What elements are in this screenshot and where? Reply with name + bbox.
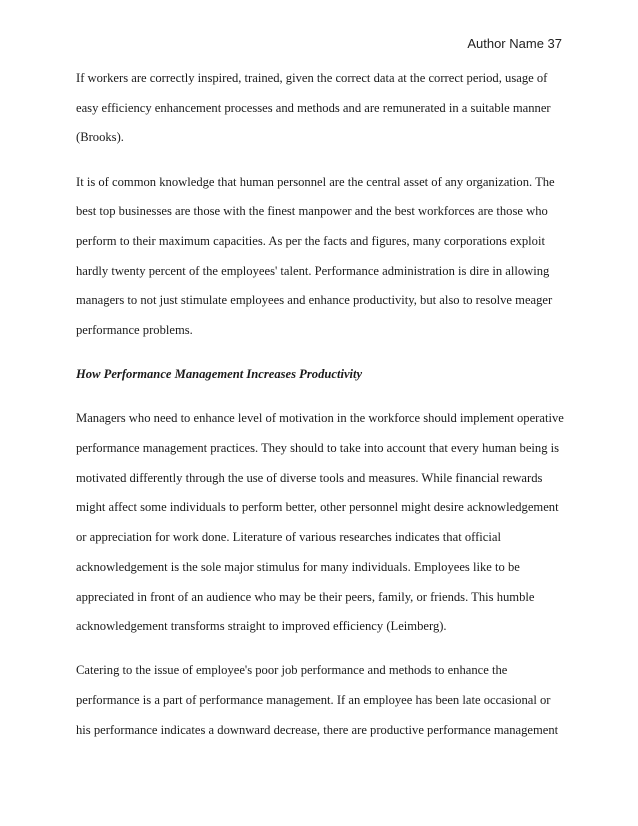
text-line: hardly twenty percent of the employees' talent. Performance administration is dire in allowing — [76, 263, 550, 278]
text-line: acknowledgement transforms straight to improved efficiency (Leimberg). — [76, 619, 447, 634]
text-line: easy efficiency enhancement processes and methods and are remunerated in a suitable manner — [76, 100, 551, 115]
text-line: performance is a part of performance management. If an employee has been late occasional or — [76, 693, 551, 708]
text-line: acknowledgement is the sole major stimulus for many individuals. Employees like to be — [76, 559, 520, 574]
running-head: Author Name 37 — [467, 36, 562, 51]
text-line: motivated differently through the use of diverse tools and measures. While financial rewards — [76, 470, 543, 485]
text-line: It is of common knowledge that human personnel are the central asset of any organization. The — [76, 174, 555, 189]
document-body — [76, 64, 566, 745]
section-heading: How Performance Management Increases Productivity — [76, 367, 363, 382]
text-line: performance management practices. They should to take into account that every human being is — [76, 441, 560, 456]
text-line: perform to their maximum capacities. As per the facts and figures, many corporations exploit — [76, 233, 545, 248]
text-line: his performance indicates a downward decrease, there are productive performance management — [76, 722, 559, 737]
text-line: Catering to the issue of employee's poor job performance and methods to enhance the — [76, 663, 508, 678]
paragraph — [76, 64, 566, 153]
paragraph — [76, 168, 566, 346]
text-line: (Brooks). — [76, 130, 124, 145]
text-line: might affect some individuals to perform better, other personnel might desire acknowledgement — [76, 500, 559, 515]
text-line: appreciated in front of an audience who may be their peers, family, or friends. This humble — [76, 589, 535, 604]
text-line: Managers who need to enhance level of motivation in the workforce should implement operative — [76, 411, 564, 426]
paragraph — [76, 404, 566, 642]
text-line: If workers are correctly inspired, trained, given the correct data at the correct period, usage of — [76, 71, 548, 85]
paragraph — [76, 656, 566, 745]
text-line: best top businesses are those with the finest manpower and the best workforces are those who — [76, 204, 548, 219]
text-line: performance problems. — [76, 323, 193, 337]
text-line: managers to not just stimulate employees and enhance productivity, but also to resolve meager — [76, 293, 553, 308]
text-line: or appreciation for work done. Literature of various researches indicates that official — [76, 530, 501, 545]
section-heading-block — [76, 360, 566, 390]
